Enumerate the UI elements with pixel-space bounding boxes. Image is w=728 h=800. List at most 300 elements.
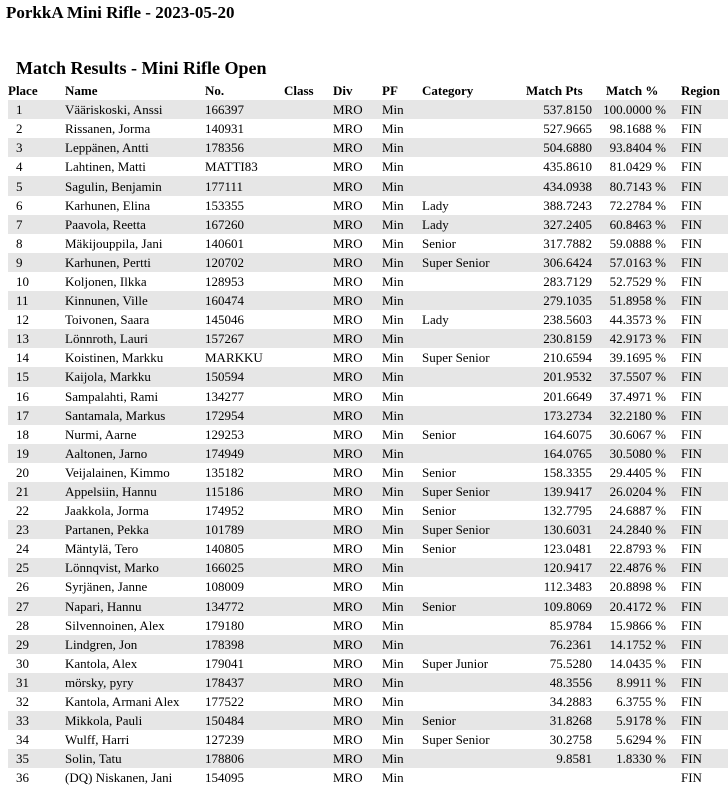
header-no: No.: [205, 83, 225, 99]
cell-match-pts: 434.0938: [512, 176, 592, 195]
cell-region: FIN: [673, 138, 728, 157]
cell-match-pct: 72.2784 %: [609, 197, 666, 213]
cell-category: [422, 444, 512, 463]
cell-category: [422, 406, 512, 425]
cell-pf: Min: [382, 503, 404, 519]
header-div: Div: [333, 83, 353, 99]
cell-category: [422, 272, 512, 291]
cell-name: Koljonen, Ilkka: [65, 273, 147, 289]
cell-match-pct: 29.4405 %: [609, 464, 666, 480]
cell-match-pct: 14.0435 %: [609, 655, 666, 671]
cell-no: 177111: [205, 176, 284, 195]
cell-place: 22: [16, 503, 29, 519]
cell-match-pts: 201.9532: [512, 367, 592, 386]
cell-name: Lindgren, Jon: [65, 635, 205, 654]
cell-place: 20: [16, 464, 29, 480]
cell-region: FIN: [673, 597, 728, 616]
cell-name: Kantola, Alex: [65, 655, 138, 671]
cell-match-pct: 24.2840 %: [592, 520, 673, 539]
cell-pf: Min: [382, 367, 422, 386]
cell-match-pts: 139.9417: [512, 482, 592, 501]
cell-match-pct: 52.7529 %: [609, 273, 666, 289]
cell-no: 115186: [205, 482, 284, 501]
cell-pf: Min: [382, 673, 422, 692]
cell-div: MRO: [333, 367, 382, 386]
cell-region: FIN: [673, 215, 728, 234]
cell-class: [284, 616, 333, 635]
cell-class: [284, 768, 333, 787]
cell-name: Vääriskoski, Anssi: [65, 100, 205, 119]
table-row: [8, 196, 728, 215]
cell-pf: Min: [382, 617, 404, 633]
cell-pf: Min: [382, 100, 422, 119]
cell-region: FIN: [681, 273, 702, 289]
cell-pf: Min: [382, 694, 404, 710]
cell-match-pct: 80.7143 %: [592, 176, 673, 195]
cell-no: 172954: [205, 406, 284, 425]
cell-region: FIN: [681, 312, 702, 328]
cell-category: [422, 692, 512, 711]
cell-no: 177522: [205, 694, 244, 710]
cell-match-pts: 388.7243: [543, 197, 592, 213]
cell-match-pct: 59.0888 %: [609, 235, 666, 251]
table-row: [8, 635, 728, 654]
cell-category: [422, 673, 512, 692]
cell-no: 174949: [205, 444, 284, 463]
cell-div: MRO: [333, 312, 363, 328]
cell-no: 127239: [205, 732, 244, 748]
cell-name: Nurmi, Aarne: [65, 426, 137, 442]
cell-class: [284, 730, 333, 749]
table-row: [8, 291, 728, 310]
cell-place: 7: [8, 215, 65, 234]
cell-div: MRO: [333, 121, 363, 137]
cell-class: [284, 348, 333, 367]
cell-class: [284, 100, 333, 119]
cell-region: FIN: [673, 520, 728, 539]
table-row: [8, 558, 728, 577]
header-region: Region: [681, 83, 720, 99]
cell-match-pct: 81.0429 %: [609, 159, 666, 175]
cell-match-pts: 130.6031: [512, 520, 592, 539]
cell-place: 15: [8, 367, 65, 386]
cell-class: [284, 425, 333, 444]
cell-class: [284, 444, 333, 463]
table-row: [8, 329, 728, 348]
cell-category: Super Senior: [422, 350, 490, 366]
cell-name: Lönnroth, Lauri: [65, 329, 205, 348]
cell-place: 26: [16, 579, 29, 595]
cell-match-pct: 37.4971 %: [609, 388, 666, 404]
cell-div: MRO: [333, 770, 363, 786]
cell-match-pts: 132.7795: [543, 503, 592, 519]
cell-class: [284, 253, 333, 272]
table-row: [8, 692, 728, 711]
cell-div: MRO: [333, 482, 382, 501]
cell-name: Sagulin, Benjamin: [65, 176, 205, 195]
cell-match-pts: 317.7882: [543, 235, 592, 251]
table-row: [8, 234, 728, 253]
table-header-row: [8, 81, 728, 100]
cell-match-pct: 22.8793 %: [609, 541, 666, 557]
cell-div: MRO: [333, 749, 382, 768]
cell-name: (DQ) Niskanen, Jani: [65, 770, 173, 786]
cell-pf: Min: [382, 138, 422, 157]
cell-name: Napari, Hannu: [65, 597, 205, 616]
cell-pf: Min: [382, 482, 422, 501]
cell-class: [284, 272, 333, 291]
table-row: [8, 425, 728, 444]
cell-div: MRO: [333, 329, 382, 348]
table-row: [8, 444, 728, 463]
cell-no: 140601: [205, 235, 244, 251]
table-row: [8, 539, 728, 558]
cell-div: MRO: [333, 597, 382, 616]
cell-category: [422, 558, 512, 577]
table-row: [8, 597, 728, 616]
cell-match-pts: 504.6880: [512, 138, 592, 157]
cell-div: MRO: [333, 253, 382, 272]
cell-match-pts: 527.9665: [543, 121, 592, 137]
cell-category: [422, 138, 512, 157]
cell-class: [284, 215, 333, 234]
cell-div: MRO: [333, 215, 382, 234]
header-category: Category: [422, 83, 474, 99]
cell-match-pct: 42.9173 %: [592, 329, 673, 348]
cell-div: MRO: [333, 732, 363, 748]
cell-name: Partanen, Pekka: [65, 520, 205, 539]
cell-place: 23: [8, 520, 65, 539]
cell-category: Senior: [422, 711, 512, 730]
cell-category: Lady: [422, 312, 449, 328]
cell-region: FIN: [673, 406, 728, 425]
cell-pf: Min: [382, 273, 404, 289]
cell-match-pct: 20.4172 %: [592, 597, 673, 616]
cell-region: FIN: [681, 350, 702, 366]
cell-match-pct: 6.3755 %: [616, 694, 666, 710]
table-row: [8, 520, 728, 539]
cell-place: 2: [16, 121, 23, 137]
cell-match-pts: 112.3483: [543, 579, 592, 595]
cell-name: Jaakkola, Jorma: [65, 503, 149, 519]
cell-match-pts: 164.0765: [512, 444, 592, 463]
cell-pf: Min: [382, 541, 404, 557]
cell-category: [422, 367, 512, 386]
cell-class: [284, 673, 333, 692]
cell-no: 153355: [205, 197, 244, 213]
cell-region: FIN: [681, 464, 702, 480]
cell-region: FIN: [681, 541, 702, 557]
cell-div: MRO: [333, 350, 363, 366]
cell-place: 8: [16, 235, 23, 251]
cell-class: [284, 692, 333, 711]
table-row: [8, 711, 728, 730]
table-row: [8, 119, 728, 138]
cell-name: Lahtinen, Matti: [65, 159, 146, 175]
cell-pf: Min: [382, 426, 404, 442]
cell-class: [284, 463, 333, 482]
cell-class: [284, 329, 333, 348]
cell-div: MRO: [333, 426, 363, 442]
cell-no: 150594: [205, 367, 284, 386]
cell-category: [422, 616, 512, 635]
cell-div: MRO: [333, 579, 363, 595]
cell-name: Santamala, Markus: [65, 406, 205, 425]
cell-category: Super Senior: [422, 482, 512, 501]
cell-class: [284, 387, 333, 406]
cell-div: MRO: [333, 176, 382, 195]
cell-div: MRO: [333, 464, 363, 480]
cell-match-pts: 120.9417: [512, 558, 592, 577]
cell-place: 12: [16, 312, 29, 328]
cell-match-pts: 48.3556: [512, 673, 592, 692]
cell-place: 16: [16, 388, 29, 404]
cell-category: Super Senior: [422, 253, 512, 272]
cell-div: MRO: [333, 235, 363, 251]
cell-class: [284, 520, 333, 539]
cell-name: mörsky, pyry: [65, 673, 205, 692]
cell-region: FIN: [673, 444, 728, 463]
table-row: [8, 253, 728, 272]
cell-match-pts: 327.2405: [512, 215, 592, 234]
cell-class: [284, 482, 333, 501]
table-row: [8, 176, 728, 195]
cell-class: [284, 119, 333, 138]
cell-pf: Min: [382, 159, 404, 175]
results-body: [8, 100, 728, 787]
cell-pf: Min: [382, 253, 422, 272]
table-row: [8, 673, 728, 692]
table-row: [8, 768, 728, 787]
cell-div: MRO: [333, 503, 363, 519]
cell-div: MRO: [333, 635, 382, 654]
cell-no: 108009: [205, 579, 244, 595]
cell-match-pct: 5.6294 %: [616, 732, 666, 748]
cell-no: 145046: [205, 312, 244, 328]
cell-place: 5: [8, 176, 65, 195]
cell-no: 178437: [205, 673, 284, 692]
cell-match-pts: 210.6594: [543, 350, 592, 366]
cell-class: [284, 310, 333, 329]
cell-div: MRO: [333, 694, 363, 710]
cell-class: [284, 157, 333, 176]
cell-class: [284, 539, 333, 558]
cell-pf: Min: [382, 291, 422, 310]
cell-region: FIN: [681, 579, 702, 595]
header-class: Class: [284, 83, 314, 99]
cell-name: Paavola, Reetta: [65, 215, 205, 234]
cell-place: 19: [8, 444, 65, 463]
cell-name: Rissanen, Jorma: [65, 121, 151, 137]
cell-div: MRO: [333, 197, 363, 213]
cell-class: [284, 367, 333, 386]
cell-pf: Min: [382, 121, 404, 137]
cell-class: [284, 291, 333, 310]
cell-div: MRO: [333, 406, 382, 425]
cell-class: [284, 234, 333, 253]
cell-region: FIN: [673, 100, 728, 119]
cell-match-pct: 93.8404 %: [592, 138, 673, 157]
cell-class: [284, 577, 333, 596]
cell-match-pts: 30.2758: [549, 732, 592, 748]
document-title: PorkkA Mini Rifle - 2023-05-20: [6, 3, 235, 22]
cell-region: FIN: [673, 482, 728, 501]
cell-category: [422, 100, 512, 119]
cell-name: Mäntylä, Tero: [65, 541, 139, 557]
cell-place: 25: [8, 558, 65, 577]
cell-div: MRO: [333, 159, 363, 175]
cell-region: FIN: [681, 732, 702, 748]
cell-place: 35: [8, 749, 65, 768]
cell-div: MRO: [333, 520, 382, 539]
header-name: Name: [65, 83, 98, 99]
cell-match-pct: 8.9911 %: [592, 673, 673, 692]
cell-category: Lady: [422, 215, 512, 234]
cell-region: FIN: [681, 159, 702, 175]
cell-pf: Min: [382, 350, 404, 366]
cell-match-pts: 31.8268: [512, 711, 592, 730]
cell-pf: Min: [382, 749, 422, 768]
cell-place: 30: [16, 655, 29, 671]
cell-category: [422, 577, 512, 596]
cell-region: FIN: [681, 617, 702, 633]
cell-match-pct: [592, 768, 673, 787]
cell-name: Mikkola, Pauli: [65, 711, 205, 730]
cell-name: Karhunen, Elina: [65, 197, 151, 213]
cell-match-pts: 85.9784: [549, 617, 592, 633]
cell-pf: Min: [382, 464, 404, 480]
cell-place: 33: [8, 711, 65, 730]
cell-div: MRO: [333, 291, 382, 310]
cell-no: 166397: [205, 100, 284, 119]
cell-region: FIN: [681, 388, 702, 404]
cell-place: 4: [16, 159, 23, 175]
header-place: Place: [8, 83, 38, 99]
cell-place: 10: [16, 273, 29, 289]
cell-place: 29: [8, 635, 65, 654]
cell-region: FIN: [681, 121, 702, 137]
cell-match-pct: 14.1752 %: [592, 635, 673, 654]
cell-div: MRO: [333, 617, 363, 633]
table-row: [8, 157, 728, 176]
cell-region: FIN: [673, 253, 728, 272]
cell-pf: Min: [382, 444, 422, 463]
cell-no: 120702: [205, 253, 284, 272]
cell-category: [422, 749, 512, 768]
cell-pf: Min: [382, 197, 404, 213]
cell-match-pts: 75.5280: [549, 655, 592, 671]
cell-div: MRO: [333, 388, 363, 404]
cell-pf: Min: [382, 732, 404, 748]
cell-category: Senior: [422, 597, 512, 616]
cell-category: [422, 768, 512, 787]
cell-match-pts: 9.8581: [512, 749, 592, 768]
cell-class: [284, 138, 333, 157]
cell-pf: Min: [382, 635, 422, 654]
cell-match-pct: 20.8898 %: [609, 579, 666, 595]
table-row: [8, 348, 728, 367]
cell-pf: Min: [382, 329, 422, 348]
cell-name: Veijalainen, Kimmo: [65, 464, 170, 480]
cell-category: [422, 291, 512, 310]
table-row: [8, 387, 728, 406]
cell-no: 134772: [205, 597, 284, 616]
header-match-pts: Match Pts: [526, 83, 583, 99]
cell-match-pct: 1.8330 %: [592, 749, 673, 768]
cell-region: FIN: [673, 291, 728, 310]
cell-no: 140805: [205, 541, 244, 557]
cell-category: Senior: [422, 541, 456, 557]
cell-name: Solin, Tatu: [65, 749, 205, 768]
cell-match-pct: 98.1688 %: [609, 121, 666, 137]
cell-match-pts: 435.8610: [543, 159, 592, 175]
cell-class: [284, 749, 333, 768]
cell-pf: Min: [382, 579, 404, 595]
cell-name: Wulff, Harri: [65, 732, 130, 748]
cell-place: 36: [16, 770, 29, 786]
cell-match-pct: 15.9866 %: [609, 617, 666, 633]
cell-match-pct: 32.2180 %: [592, 406, 673, 425]
cell-no: 174952: [205, 503, 244, 519]
cell-no: 160474: [205, 291, 284, 310]
section-title: Match Results - Mini Rifle Open: [16, 58, 267, 78]
cell-class: [284, 597, 333, 616]
cell-region: FIN: [673, 749, 728, 768]
cell-match-pts: 279.1035: [512, 291, 592, 310]
cell-region: FIN: [681, 426, 702, 442]
cell-category: [422, 176, 512, 195]
cell-no: 157267: [205, 329, 284, 348]
cell-no: 166025: [205, 558, 284, 577]
cell-match-pct: 30.5080 %: [592, 444, 673, 463]
cell-name: Sampalahti, Rami: [65, 388, 159, 404]
cell-div: MRO: [333, 558, 382, 577]
cell-category: Super Senior: [422, 520, 512, 539]
cell-category: [422, 387, 512, 406]
table-row: [8, 749, 728, 768]
cell-pf: Min: [382, 597, 422, 616]
cell-match-pts: 123.0481: [543, 541, 592, 557]
cell-class: [284, 501, 333, 520]
cell-match-pts: 158.3355: [543, 464, 592, 480]
cell-match-pts: 34.2883: [549, 694, 592, 710]
cell-region: FIN: [673, 673, 728, 692]
cell-class: [284, 176, 333, 195]
cell-place: 21: [8, 482, 65, 501]
cell-category: [422, 635, 512, 654]
cell-region: FIN: [681, 694, 702, 710]
cell-div: MRO: [333, 655, 363, 671]
cell-name: Kaijola, Markku: [65, 367, 205, 386]
cell-div: MRO: [333, 673, 382, 692]
cell-div: MRO: [333, 100, 382, 119]
cell-no: 178398: [205, 635, 284, 654]
cell-region: FIN: [681, 770, 702, 786]
cell-region: FIN: [673, 367, 728, 386]
cell-no: MARKKU: [205, 350, 263, 366]
cell-region: FIN: [681, 197, 702, 213]
cell-name: Aaltonen, Jarno: [65, 444, 205, 463]
cell-match-pct: 24.6887 %: [609, 503, 666, 519]
cell-match-pts: 76.2361: [512, 635, 592, 654]
results-table: [8, 81, 728, 787]
cell-match-pts: 173.2734: [512, 406, 592, 425]
cell-match-pct: 5.9178 %: [592, 711, 673, 730]
cell-class: [284, 558, 333, 577]
cell-match-pts: 109.8069: [512, 597, 592, 616]
table-row: [8, 310, 728, 329]
cell-category: [422, 157, 512, 176]
